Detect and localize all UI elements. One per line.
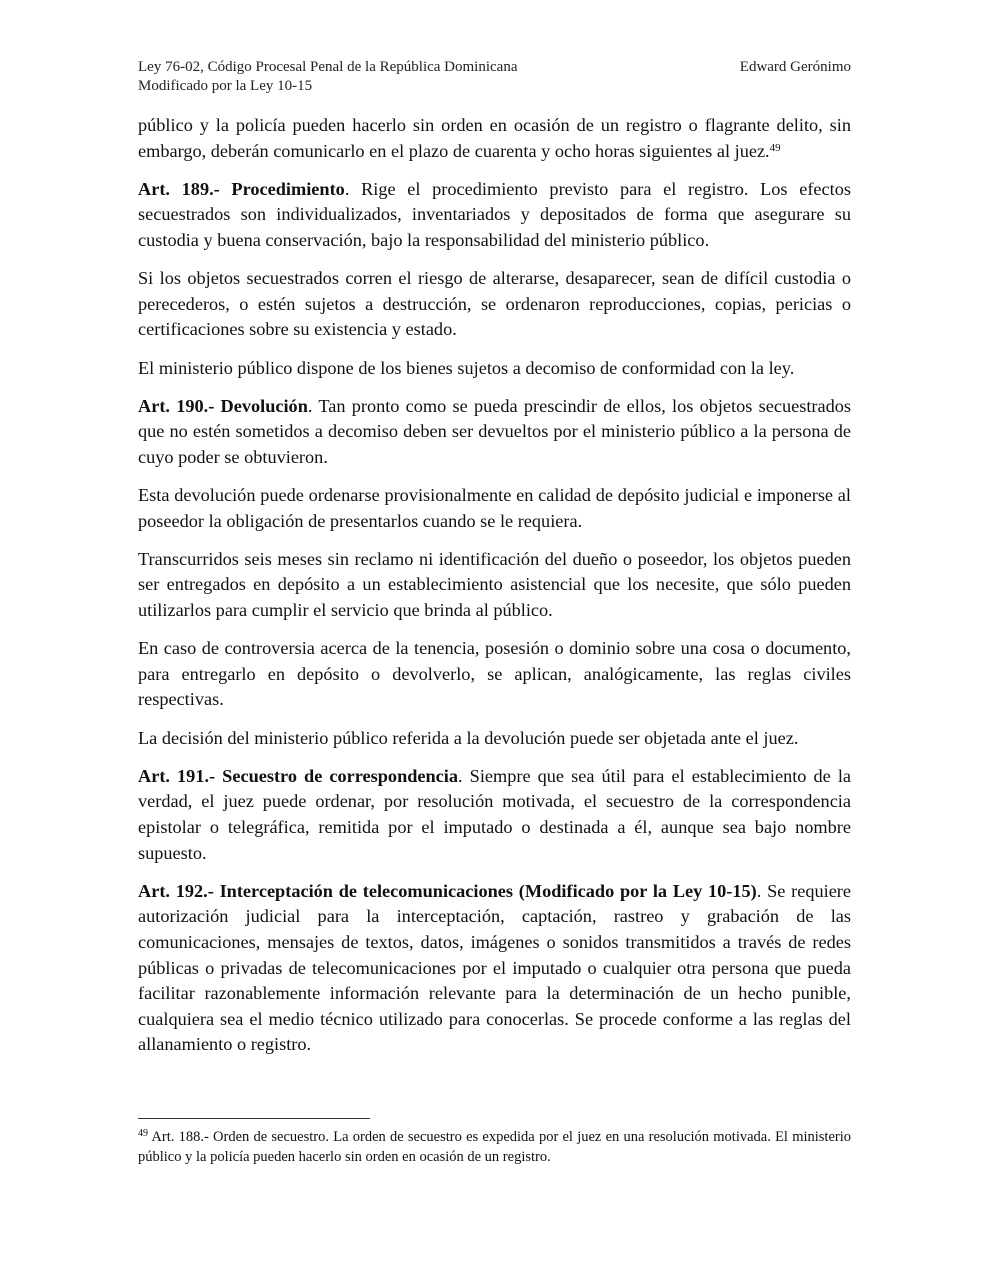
header-title: Ley 76-02, Código Procesal Penal de la República Dominicana [138,59,518,75]
article-paragraph [138,394,851,471]
paragraph-text: Esta devolución puede ordenarse provisionalmente en calidad de depósito judicial e imponerse al poseedor la obligación de presentarlos cuando se le requiera. [138,485,851,531]
paragraph-text: La decisión del ministerio público referida a la devolución puede ser objetada ante el juez. [138,727,799,748]
paragraph-text: Transcurridos seis meses sin reclamo ni identificación del dueño o poseedor, los objetos pueden ser entregados en depósito a un establecimiento asistencial que los necesite, que sólo pueden utilizarlos para cumplir el servicio que brinda al público. [138,548,851,621]
article-heading: Art. 189.- Procedimiento [138,178,345,199]
article-paragraph [138,177,851,254]
paragraph-text: . Rige el procedimiento previsto para el registro. Los efectos secuestrados son individualizados, inventariados y depositados de forma que asegurare su custodia y buena conservación, bajo la responsabilidad del ministerio público. [138,178,851,250]
paragraph-text: . Tan pronto como se pueda prescindir de ellos, los objetos secuestrados que no estén sometidos a decomiso deben ser devueltos por el ministerio público a la persona de cuyo poder se obtuvieron. [138,395,851,467]
footnote [138,1128,851,1167]
footnote-reference[interactable]: 49 [769,141,781,154]
paragraph [138,636,851,713]
paragraph-text: Si los objetos secuestrados corren el riesgo de alterarse, desaparecer, sean de difícil custodia o perecederos, o estén sujetos a destrucción, se ordenaron reproducciones, copias, pericias o certificaciones sobre su existencia y estado. [138,268,851,340]
paragraph-text: . Se requiere autorización judicial para la interceptación, captación, rastreo y grabación de las comunicaciones, mensajes de textos, datos, imágenes o sonidos transmitidos a través de redes públicas o privadas de telecomunicaciones por el imputado o cualquier otra persona que pueda facilitar razonablemente información relevante para la determinación de un hecho punible, cualquiera sea el medio técnico utilizado para conocerlas. Se procede conforme a las reglas del allanamiento o registro. [138,880,852,1055]
article-heading: Art. 190.- Devolución [138,395,308,416]
paragraph [138,726,851,752]
paragraph-text: En caso de controversia acerca de la tenencia, posesión o dominio sobre una cosa o documento, para entregarlo en depósito o devolverlo, se aplican, analógicamente, las reglas civiles respectivas. [138,638,851,710]
paragraph [138,356,851,382]
paragraph-text: público y la policía pueden hacerlo sin orden en ocasión de un registro o flagrante delito, sin embargo, deberán comunicarlo en el plazo de cuarenta y ocho horas siguientes al juez. [138,115,851,161]
article-paragraph [138,879,851,1058]
header-subtitle: Modificado por la Ley 10-15 [138,78,313,94]
paragraph [138,266,851,343]
article-paragraph [138,764,851,866]
paragraph-text: . Siempre que sea útil para el establecimiento de la verdad, el juez puede ordenar, por resolución motivada, el secuestro de la correspondencia epistolar o telegráfica, remitida por el imputado o destinada a él, aunque sea bajo nombre supuesto. [138,765,852,863]
footnote-separator [138,1118,370,1119]
paragraph-text: El ministerio público dispone de los bienes sujetos a decomiso de conformidad con la ley. [138,357,795,378]
article-heading: Art. 191.- Secuestro de correspondencia [138,765,459,786]
paragraph [138,547,851,624]
document-body [138,113,851,1071]
paragraph [138,483,851,534]
article-heading: Art. 192.- Interceptación de telecomunicaciones (Modificado por la Ley 10-15) [138,880,757,901]
footnote-number: 49 [138,1128,148,1139]
header-author: Edward Gerónimo [739,59,851,75]
page-header [138,58,851,96]
paragraph [138,113,851,164]
footnote-text: Art. 188.- Orden de secuestro. La orden de secuestro es expedida por el juez en una resolución motivada. El ministerio público y la policía pueden hacerlo sin orden en ocasión de un registro. [138,1129,851,1165]
